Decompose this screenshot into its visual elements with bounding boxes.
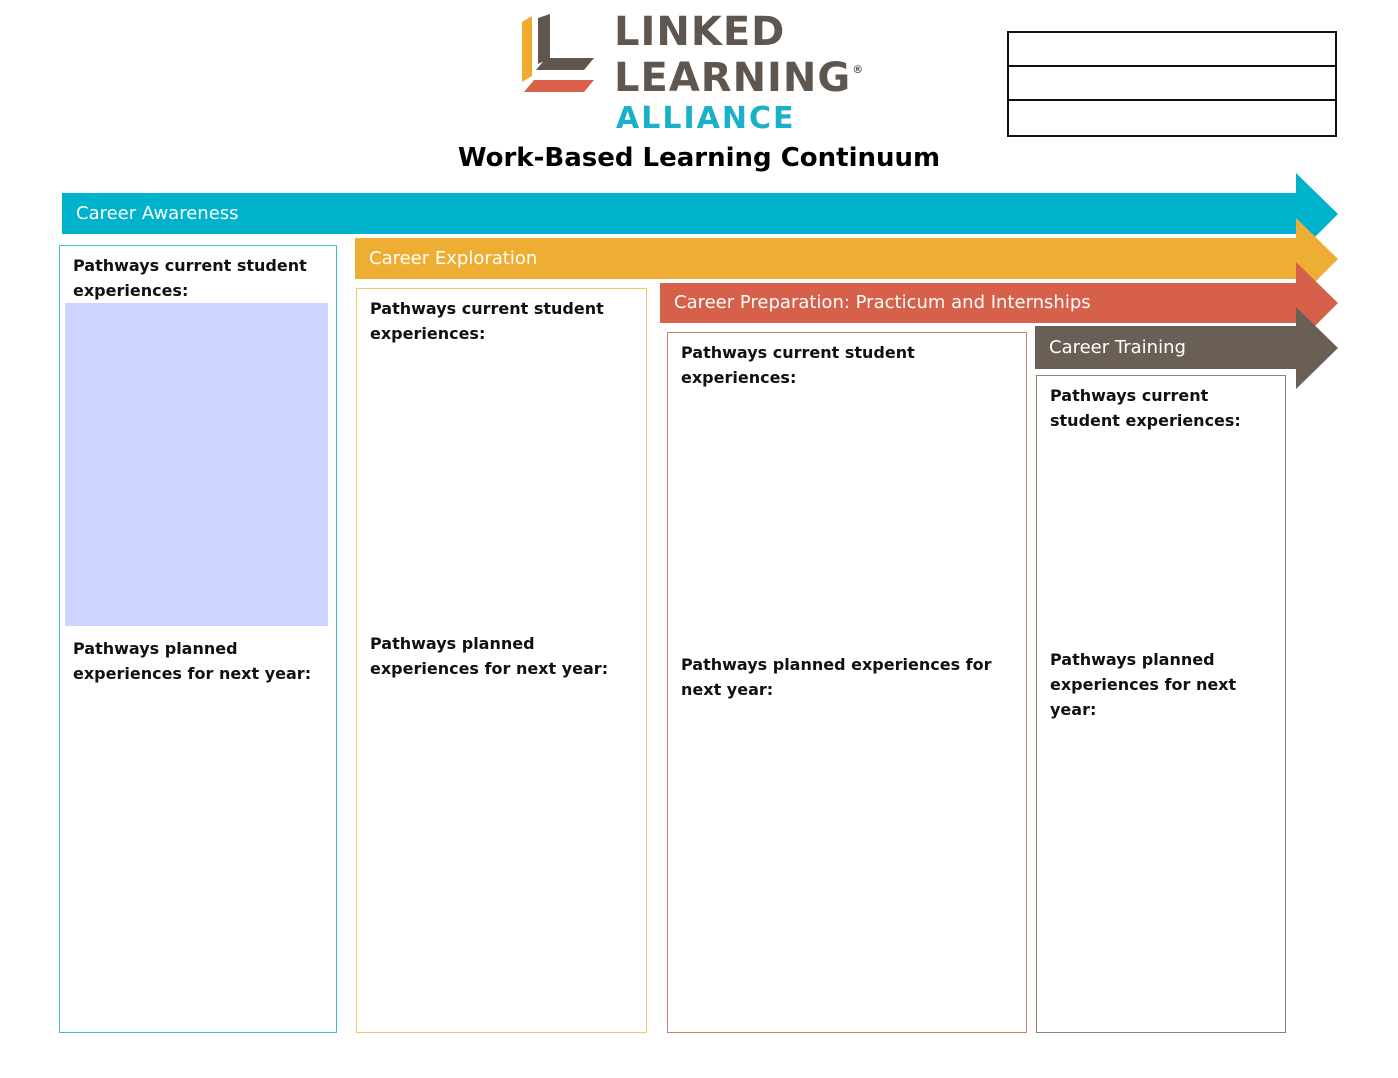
page-title: Work-Based Learning Continuum	[457, 143, 941, 173]
logo-line-alliance: ALLIANCE	[616, 101, 796, 136]
planned-experiences-label: Pathways planned experiences for next year:	[73, 639, 312, 683]
registered-mark: ®	[852, 63, 865, 76]
logo-mark	[520, 14, 596, 94]
arrow-label: Career Awareness	[76, 203, 239, 224]
logo-line-learning: LEARNING®	[614, 55, 865, 101]
info-cell[interactable]	[1009, 101, 1335, 135]
current-experiences-label: Pathways current student experiences:	[370, 299, 604, 343]
planned-experiences-label: Pathways planned experiences for next year:	[681, 655, 992, 699]
career-training-box	[1036, 375, 1286, 1033]
career-preparation-box	[667, 332, 1027, 1033]
current-experiences-field[interactable]	[65, 303, 328, 626]
arrow-label: Career Exploration	[369, 248, 538, 269]
career-exploration-box	[356, 288, 647, 1033]
planned-experiences-label: Pathways planned experiences for next year:	[370, 634, 609, 678]
current-experiences-label: Pathways current student experiences:	[1050, 386, 1241, 430]
current-experiences-label: Pathways current student experiences:	[73, 256, 307, 300]
logo-line-linked: LINKED	[614, 9, 786, 55]
info-cell[interactable]	[1009, 67, 1335, 101]
career-awareness-box	[59, 245, 337, 1033]
current-experiences-label: Pathways current student experiences:	[681, 343, 915, 387]
info-cell[interactable]	[1009, 33, 1335, 67]
planned-experiences-label: Pathways planned experiences for next year:	[1050, 650, 1237, 719]
arrow-label: Career Training	[1049, 337, 1186, 358]
info-table	[1007, 31, 1337, 137]
arrow-label: Career Preparation: Practicum and Internships	[674, 292, 1091, 313]
